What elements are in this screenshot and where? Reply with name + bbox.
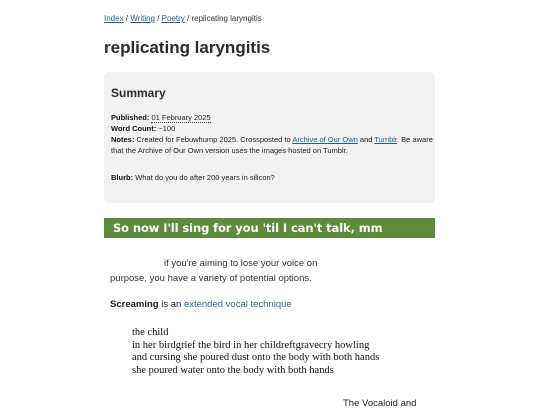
poem — [132, 327, 379, 377]
intro-line: purpose, you have a variety of potential options. — [110, 273, 312, 284]
breadcrumb — [104, 14, 262, 23]
summary-heading: Summary — [111, 86, 166, 100]
published-label: Published: — [111, 113, 150, 122]
breadcrumb-link-index[interactable]: Index — [104, 14, 124, 23]
intro-line: if you're aiming to lose your voice on — [164, 258, 318, 269]
screaming-text: is an — [158, 299, 184, 310]
breadcrumb-separator: / — [184, 14, 192, 23]
poem-line: she poured water onto the body with both hands — [132, 364, 334, 376]
word-count-value: ~100 — [158, 124, 176, 133]
published-date: 01 February 2025 — [151, 113, 211, 122]
breadcrumb-separator: / — [123, 14, 131, 23]
poem-line: the child — [132, 327, 169, 338]
intro-paragraph — [110, 256, 410, 286]
poem-line: in her birdgrief the bird in her childreftgravecry howling — [132, 339, 370, 351]
screaming-paragraph — [110, 299, 292, 310]
word-count-label: Word Count: — [111, 124, 157, 133]
extended-vocal-technique-link[interactable]: extended vocal technique — [183, 299, 292, 310]
tumblr-link[interactable]: Tumblr — [374, 135, 398, 144]
breadcrumb-link-writing[interactable]: Writing — [130, 14, 155, 23]
screaming-term: Screaming — [110, 299, 159, 310]
blurb-text: What do you do after 200 years in silicon? — [135, 173, 275, 182]
blurb-row — [111, 172, 435, 183]
breadcrumb-separator: / — [155, 14, 162, 23]
lyric-banner — [104, 218, 435, 238]
page-title: replicating laryngitis — [104, 38, 271, 57]
notes-text: and — [357, 135, 375, 144]
blurb-label: Blurb: — [111, 173, 134, 182]
trailing-text: The Vocaloid and — [343, 398, 417, 409]
published-row — [111, 112, 435, 123]
notes-text: . Be aware that the Archive of Our Own version uses the images hosted on Tumblr. — [111, 135, 433, 155]
notes-text: Created for Febuwhump 2025. Crossposted to — [136, 135, 293, 144]
breadcrumb-link-poetry[interactable]: Poetry — [161, 14, 185, 23]
ao3-link[interactable]: Archive of Our Own — [292, 135, 358, 144]
summary-box — [104, 72, 435, 203]
poem-line: and cursing she poured dust onto the body with both hands — [132, 352, 380, 363]
notes-row — [111, 134, 435, 156]
notes-label: Notes: — [111, 135, 135, 144]
word-count-row — [111, 123, 435, 134]
banner-text: So now I'll sing for you 'til I can't talk, mm — [113, 221, 383, 235]
breadcrumb-current: replicating laryngitis — [191, 14, 262, 23]
